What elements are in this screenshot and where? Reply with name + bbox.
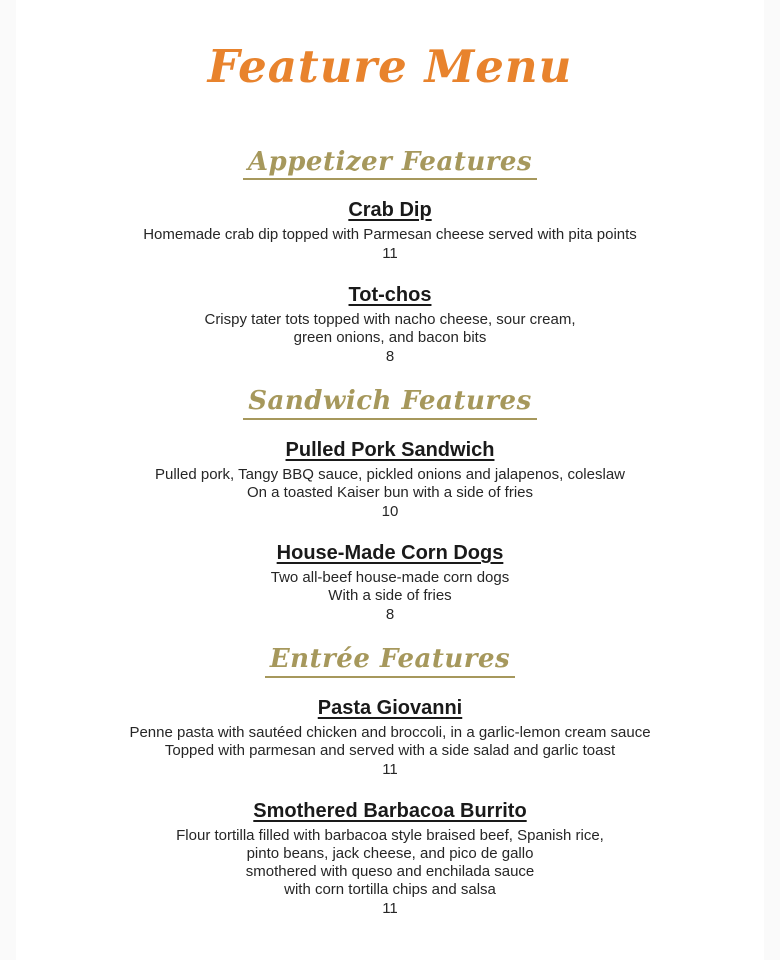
menu-item-description-line: Penne pasta with sautéed chicken and broccoli, in a garlic-lemon cream sauce [129,724,651,742]
menu-item-price: 11 [382,245,398,263]
menu-item-name: Crab Dip [348,199,432,222]
section-sandwich-features [16,387,764,624]
menu-item-name: Smothered Barbacoa Burrito [253,800,527,823]
menu-item-description-line: pinto beans, jack cheese, and pico de gallo [246,845,534,863]
menu-item-pulled-pork-sandwich [16,439,764,521]
menu-item-name: Tot-chos [348,284,432,307]
menu-item-description-line: Two all-beef house-made corn dogs [270,569,510,587]
section-entree-features [16,645,764,918]
menu-item-price: 8 [385,348,395,366]
menu-page [16,0,764,960]
menu-item-description-line: On a toasted Kaiser bun with a side of fries [247,484,533,502]
menu-item-smothered-barbacoa-burrito [16,800,764,918]
menu-item-description-line: Flour tortilla filled with barbacoa style braised beef, Spanish rice, [176,827,604,845]
menu-item-price: 11 [382,900,398,918]
menu-item-name: Pasta Giovanni [317,697,463,720]
menu-item-price: 8 [385,606,395,624]
menu-item-pasta-giovanni [16,697,764,779]
menu-item-price: 11 [382,761,398,779]
section-heading-appetizer: Appetizer Features [243,148,537,181]
section-heading-entree: Entrée Features [265,645,515,678]
menu-title: Feature Menu [207,40,573,93]
menu-item-description-line: Crispy tater tots topped with nacho cheese, sour cream, [204,311,576,329]
menu-item-price: 10 [381,503,399,521]
menu-item-description-line: smothered with queso and enchilada sauce [245,863,535,881]
menu-item-name: House-Made Corn Dogs [276,542,504,565]
section-appetizer-features [16,148,764,367]
menu-item-description-line: Homemade crab dip topped with Parmesan cheese served with pita points [143,226,637,244]
menu-item-house-made-corn-dogs [16,542,764,624]
menu-item-tot-chos [16,284,764,366]
menu-item-crab-dip [16,199,764,263]
section-heading-sandwich: Sandwich Features [243,387,536,420]
menu-item-description-line: green onions, and bacon bits [293,329,487,347]
menu-item-description-line: With a side of fries [328,587,452,605]
menu-item-name: Pulled Pork Sandwich [285,439,495,462]
menu-item-description-line: Pulled pork, Tangy BBQ sauce, pickled onions and jalapenos, coleslaw [154,466,625,484]
menu-item-description-line: Topped with parmesan and served with a side salad and garlic toast [164,742,616,760]
menu-item-description-line: with corn tortilla chips and salsa [284,881,496,899]
